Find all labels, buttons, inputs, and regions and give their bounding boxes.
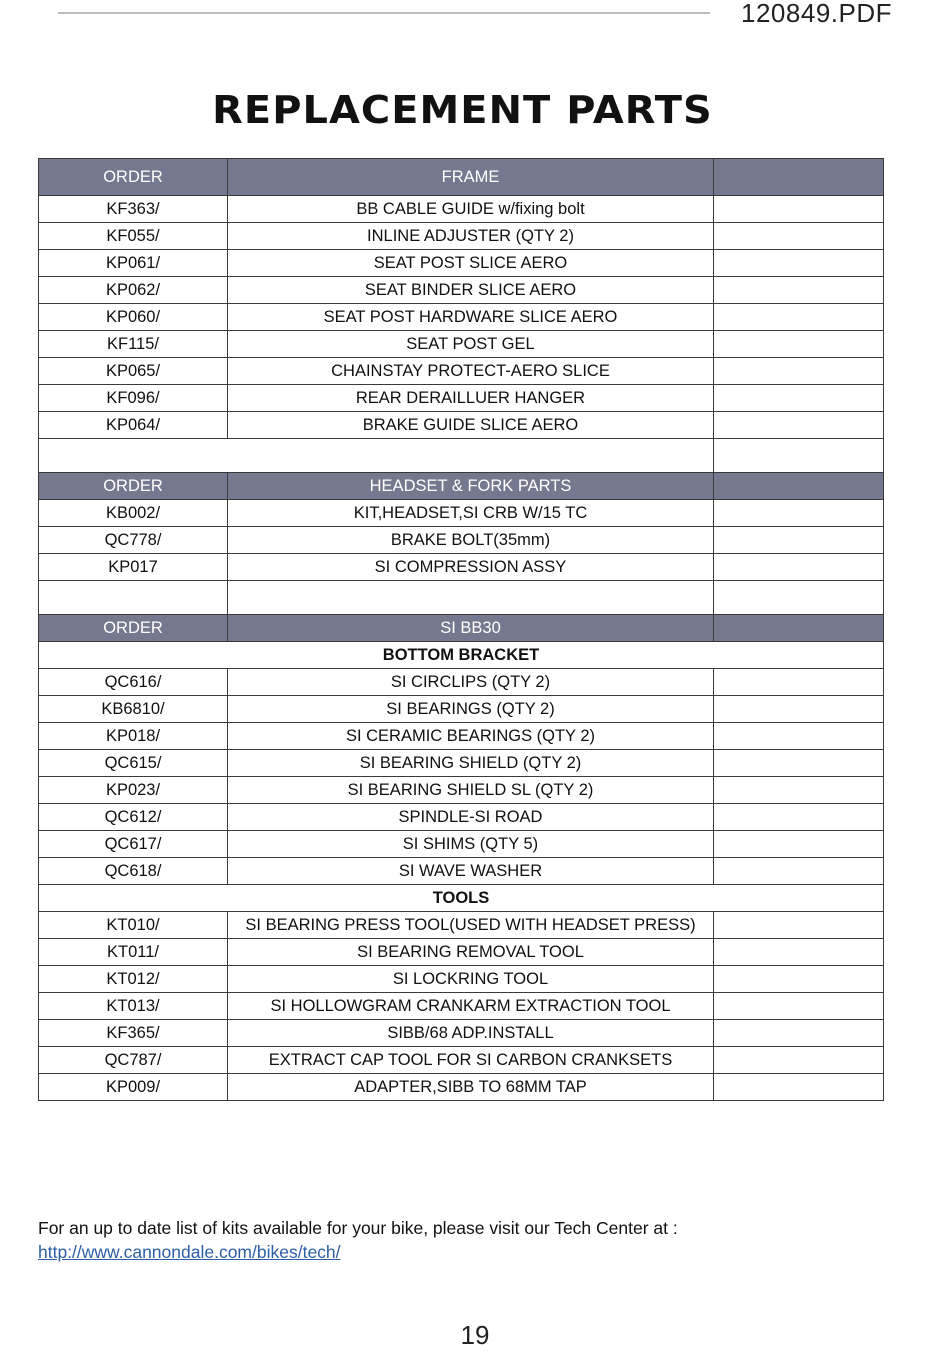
empty-cell	[714, 858, 884, 885]
table-row	[39, 412, 884, 439]
empty-cell	[714, 993, 884, 1020]
empty-header-cell	[714, 159, 884, 196]
empty-cell	[714, 250, 884, 277]
part-description: SI COMPRESSION ASSY	[228, 554, 714, 581]
part-description: BRAKE BOLT(35mm)	[228, 527, 714, 554]
empty-cell	[714, 331, 884, 358]
empty-cell	[714, 277, 884, 304]
section-title: HEADSET & FORK PARTS	[228, 473, 714, 500]
table-row	[39, 723, 884, 750]
part-description: EXTRACT CAP TOOL FOR SI CARBON CRANKSETS	[228, 1047, 714, 1074]
section-title: SI BB30	[228, 615, 714, 642]
empty-cell	[714, 439, 884, 473]
empty-cell	[714, 581, 884, 615]
replacement-parts-table	[38, 158, 884, 1101]
table-row	[39, 250, 884, 277]
empty-cell	[714, 385, 884, 412]
tools-subheader: TOOLS	[39, 885, 884, 912]
part-code: KP023/	[39, 777, 228, 804]
part-description: CHAINSTAY PROTECT-AERO SLICE	[228, 358, 714, 385]
part-description: SI CIRCLIPS (QTY 2)	[228, 669, 714, 696]
part-description: SI BEARING SHIELD (QTY 2)	[228, 750, 714, 777]
section-title: FRAME	[228, 159, 714, 196]
part-description: SI LOCKRING TOOL	[228, 966, 714, 993]
part-code: QC616/	[39, 669, 228, 696]
table-row	[39, 554, 884, 581]
footer-note-text: For an up to date list of kits available for your bike, please visit our Tech Center at :	[38, 1218, 678, 1238]
section-header-row	[39, 159, 884, 196]
page-number: 19	[460, 1320, 490, 1350]
table-row	[39, 1047, 884, 1074]
table-row	[39, 500, 884, 527]
empty-cell	[714, 696, 884, 723]
part-description: SI BEARINGS (QTY 2)	[228, 696, 714, 723]
part-code: KT010/	[39, 912, 228, 939]
empty-cell	[228, 581, 714, 615]
part-description: SEAT BINDER SLICE AERO	[228, 277, 714, 304]
parts-table-body	[39, 159, 884, 1101]
part-code: KF363/	[39, 196, 228, 223]
part-description: SPINDLE-SI ROAD	[228, 804, 714, 831]
page-title: REPLACEMENT PARTS	[212, 88, 713, 132]
part-code: QC778/	[39, 527, 228, 554]
part-code: KB6810/	[39, 696, 228, 723]
part-description: SI BEARING REMOVAL TOOL	[228, 939, 714, 966]
table-row	[39, 1020, 884, 1047]
table-row	[39, 196, 884, 223]
empty-cell	[714, 939, 884, 966]
table-row	[39, 385, 884, 412]
empty-cell	[714, 1020, 884, 1047]
empty-cell	[714, 804, 884, 831]
part-code: KF115/	[39, 331, 228, 358]
empty-cell	[714, 1047, 884, 1074]
empty-cell	[714, 750, 884, 777]
table-row	[39, 223, 884, 250]
part-code: KP017	[39, 554, 228, 581]
empty-cell	[714, 527, 884, 554]
empty-cell	[714, 966, 884, 993]
table-row	[39, 804, 884, 831]
empty-cell	[714, 412, 884, 439]
table-row	[39, 669, 884, 696]
empty-header-cell	[714, 473, 884, 500]
table-row	[39, 1074, 884, 1101]
part-code: KF365/	[39, 1020, 228, 1047]
part-code: QC612/	[39, 804, 228, 831]
part-code: KP062/	[39, 277, 228, 304]
table-row	[39, 831, 884, 858]
part-description: REAR DERAILLUER HANGER	[228, 385, 714, 412]
bottom-bracket-subheader: BOTTOM BRACKET	[39, 642, 884, 669]
empty-cell	[714, 304, 884, 331]
document-id: 120849.PDF	[741, 0, 892, 28]
table-row	[39, 966, 884, 993]
top-rule	[58, 12, 710, 14]
tools-subheader-row	[39, 885, 884, 912]
empty-cell	[714, 196, 884, 223]
empty-cell	[714, 1074, 884, 1101]
bottom-bracket-subheader-row	[39, 642, 884, 669]
part-description: SIBB/68 ADP.INSTALL	[228, 1020, 714, 1047]
part-description: SI BEARING SHIELD SL (QTY 2)	[228, 777, 714, 804]
part-description: KIT,HEADSET,SI CRB W/15 TC	[228, 500, 714, 527]
part-description: SI WAVE WASHER	[228, 858, 714, 885]
empty-cell	[714, 777, 884, 804]
part-code: KP009/	[39, 1074, 228, 1101]
empty-cell	[714, 669, 884, 696]
empty-cell	[714, 723, 884, 750]
table-row	[39, 331, 884, 358]
order-column-header: ORDER	[39, 473, 228, 500]
empty-cell	[714, 912, 884, 939]
part-description: BRAKE GUIDE SLICE AERO	[228, 412, 714, 439]
part-code: KF055/	[39, 223, 228, 250]
table-row	[39, 277, 884, 304]
order-column-header: ORDER	[39, 615, 228, 642]
part-description: INLINE ADJUSTER (QTY 2)	[228, 223, 714, 250]
order-column-header: ORDER	[39, 159, 228, 196]
part-description: SI CERAMIC BEARINGS (QTY 2)	[228, 723, 714, 750]
part-code: QC615/	[39, 750, 228, 777]
empty-cell	[714, 831, 884, 858]
part-code: KP065/	[39, 358, 228, 385]
table-row	[39, 358, 884, 385]
table-row	[39, 527, 884, 554]
footer-note	[38, 1216, 898, 1264]
part-code: QC618/	[39, 858, 228, 885]
section-header-row	[39, 473, 884, 500]
table-row	[39, 696, 884, 723]
part-description: SI BEARING PRESS TOOL(USED WITH HEADSET PRESS)	[228, 912, 714, 939]
part-code: KP064/	[39, 412, 228, 439]
part-description: SEAT POST SLICE AERO	[228, 250, 714, 277]
part-code: KT011/	[39, 939, 228, 966]
table-row	[39, 858, 884, 885]
part-description: BB CABLE GUIDE w/fixing bolt	[228, 196, 714, 223]
part-code: QC787/	[39, 1047, 228, 1074]
table-row	[39, 912, 884, 939]
tech-center-link[interactable]: http://www.cannondale.com/bikes/tech/	[38, 1242, 341, 1262]
empty-header-cell	[714, 615, 884, 642]
spacer-row	[39, 581, 884, 615]
part-code: KB002/	[39, 500, 228, 527]
part-description: SI HOLLOWGRAM CRANKARM EXTRACTION TOOL	[228, 993, 714, 1020]
empty-cell	[714, 358, 884, 385]
part-description: ADAPTER,SIBB TO 68MM TAP	[228, 1074, 714, 1101]
part-code: KP060/	[39, 304, 228, 331]
table-row	[39, 993, 884, 1020]
part-code: QC617/	[39, 831, 228, 858]
spacer-row	[39, 439, 884, 473]
section-header-row	[39, 615, 884, 642]
table-row	[39, 304, 884, 331]
part-code: KF096/	[39, 385, 228, 412]
empty-cell	[39, 581, 228, 615]
part-description: SI SHIMS (QTY 5)	[228, 831, 714, 858]
part-code: KT013/	[39, 993, 228, 1020]
part-code: KT012/	[39, 966, 228, 993]
part-code: KP061/	[39, 250, 228, 277]
table-row	[39, 750, 884, 777]
part-description: SEAT POST HARDWARE SLICE AERO	[228, 304, 714, 331]
part-code: KP018/	[39, 723, 228, 750]
empty-cell	[714, 554, 884, 581]
empty-cell	[714, 223, 884, 250]
empty-cell	[714, 500, 884, 527]
empty-cell	[39, 439, 714, 473]
table-row	[39, 777, 884, 804]
part-description: SEAT POST GEL	[228, 331, 714, 358]
table-row	[39, 939, 884, 966]
